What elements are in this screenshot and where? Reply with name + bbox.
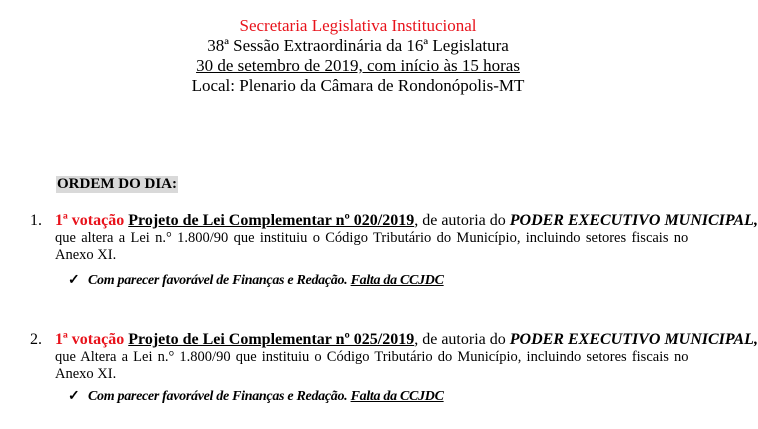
header-data: 30 de setembro de 2019, com início às 15 horas — [196, 56, 520, 75]
item-description: que altera a Lei n.° 1.800/90 que instituiu o Código Tributário do Município, incluindo setores fiscais no Anexo XI. — [55, 230, 689, 263]
projeto-title: Projeto de Lei Complementar nº 025/2019 — [128, 331, 415, 348]
projeto-title: Projeto de Lei Complementar nº 020/2019 — [128, 212, 415, 229]
header-local: Local: Plenario da Câmara de Rondonópolis-MT — [191, 76, 525, 95]
document-header — [0, 16, 716, 96]
parecer-line-2 — [68, 388, 444, 405]
falta-text: Falta da CCJDC — [350, 273, 444, 288]
ordem-do-dia-heading: ORDEM DO DIA: — [57, 176, 177, 192]
poder-executivo: PODER EXECUTIVO MUNICIPAL, — [509, 331, 758, 348]
item-text — [55, 212, 758, 264]
check-icon: ✓ — [68, 273, 80, 288]
item-description: que Altera a Lei n.° 1.800/90 que instituiu o Código Tributário do Município, incluindo setores fiscais no Anexo XI. — [55, 349, 689, 382]
item-number: 2. — [30, 331, 42, 348]
parecer-text: Com parecer favorável de Finanças e Redação. — [88, 389, 348, 404]
header-secretaria: Secretaria Legislativa Institucional — [239, 16, 477, 35]
votacao-label: 1ª votação — [55, 331, 125, 348]
check-icon: ✓ — [68, 389, 80, 404]
header-sessao: 38ª Sessão Extraordinária da 16ª Legislatura — [207, 36, 509, 55]
autoria-text: , de autoria do — [414, 331, 510, 348]
parecer-line-1 — [68, 272, 444, 289]
poder-executivo: PODER EXECUTIVO MUNICIPAL, — [509, 212, 758, 229]
falta-text: Falta da CCJDC — [350, 389, 444, 404]
item-text — [55, 331, 758, 383]
parecer-text: Com parecer favorável de Finanças e Redação. — [88, 273, 348, 288]
item-number: 1. — [30, 212, 42, 229]
autoria-text: , de autoria do — [414, 212, 510, 229]
votacao-label: 1ª votação — [55, 212, 125, 229]
